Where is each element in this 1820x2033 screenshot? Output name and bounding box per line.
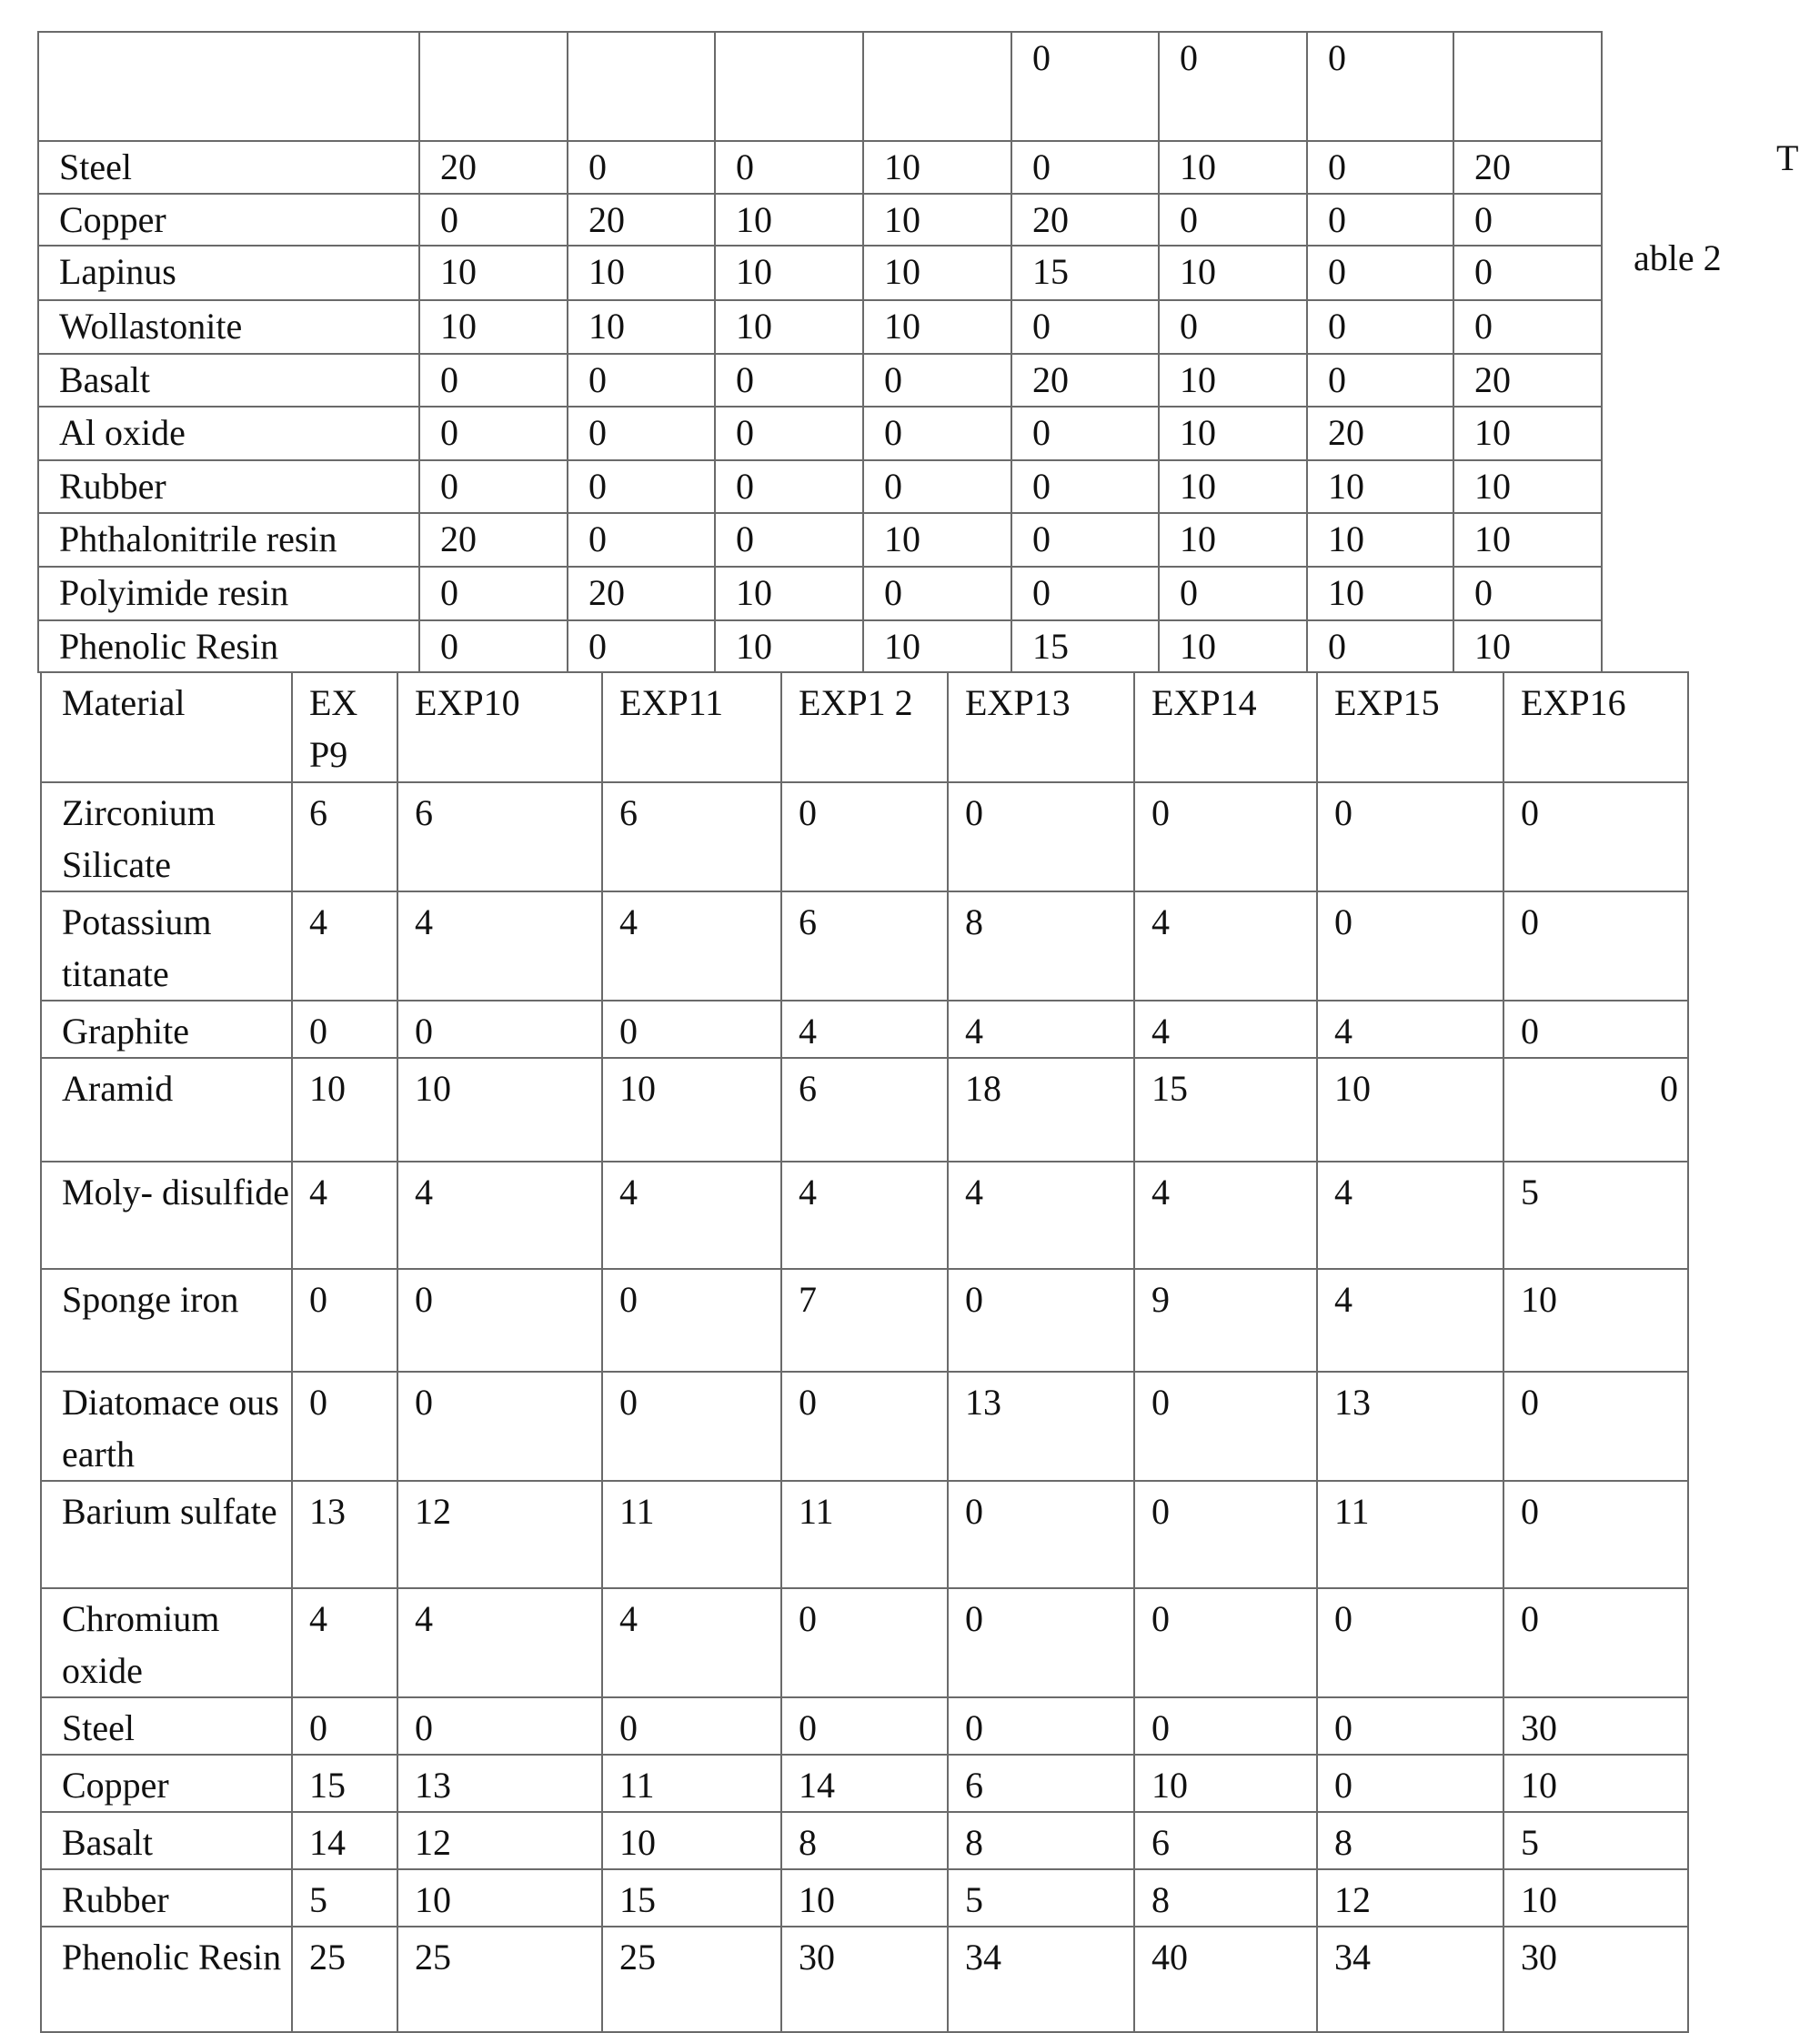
value-cell: 10 [715,300,863,354]
value-cell: 0 [1453,567,1602,620]
value-cell: 14 [781,1755,948,1812]
value-cell: 0 [602,1372,781,1481]
column-header-experiment: EX P9 [292,672,397,782]
lower-header-row [41,672,1688,782]
value-cell: 10 [568,246,715,300]
value-cell: 40 [1134,1927,1317,2032]
value-cell: 0 [397,1269,602,1372]
value-cell: 0 [568,513,715,567]
value-cell: 0 [715,513,863,567]
value-cell: 10 [1307,567,1453,620]
upper-header-cell: 0 [1011,32,1159,141]
material-name: Zirconium Silicate [41,782,292,891]
value-cell: 0 [1134,1481,1317,1588]
value-cell: 5 [292,1869,397,1927]
value-cell: 15 [1134,1058,1317,1162]
lower-composition-table [40,671,1689,2033]
value-cell: 10 [863,194,1011,246]
value-cell: 0 [1317,1588,1503,1697]
value-cell: 30 [1503,1697,1688,1755]
value-cell: 0 [292,1001,397,1058]
material-name: Phthalonitrile resin [38,513,419,567]
value-cell: 4 [602,1162,781,1269]
value-cell: 13 [948,1372,1134,1481]
value-cell: 0 [1503,891,1688,1001]
value-cell: 10 [715,620,863,672]
value-cell: 0 [1503,1481,1688,1588]
upper-header-cell [1453,32,1602,141]
value-cell: 10 [1159,354,1307,407]
value-cell: 10 [1159,460,1307,513]
value-cell: 0 [602,1269,781,1372]
table-row [38,460,1602,513]
value-cell: 0 [419,620,568,672]
value-cell: 0 [1307,620,1453,672]
table-row [41,1588,1688,1697]
value-cell: 10 [863,620,1011,672]
value-cell: 15 [1011,620,1159,672]
value-cell: 0 [1317,1697,1503,1755]
material-name: Phenolic Resin [41,1927,292,2032]
value-cell: 34 [1317,1927,1503,2032]
table-row [41,1372,1688,1481]
value-cell: 10 [292,1058,397,1162]
upper-header-cell [863,32,1011,141]
material-name: Rubber [38,460,419,513]
table-row [41,1481,1688,1588]
value-cell: 10 [715,194,863,246]
value-cell: 10 [1503,1755,1688,1812]
material-name: Aramid [41,1058,292,1162]
value-cell: 6 [948,1755,1134,1812]
value-cell: 15 [602,1869,781,1927]
value-cell: 0 [1503,782,1688,891]
value-cell: 0 [292,1269,397,1372]
value-cell: 20 [1011,194,1159,246]
value-cell: 15 [292,1755,397,1812]
value-cell: 0 [1011,567,1159,620]
value-cell: 4 [1134,1162,1317,1269]
value-cell: 0 [715,141,863,194]
value-cell: 20 [419,141,568,194]
value-cell: 4 [1134,1001,1317,1058]
material-name: Al oxide [38,407,419,460]
value-cell: 4 [292,891,397,1001]
value-cell: 34 [948,1927,1134,2032]
value-cell: 10 [1134,1755,1317,1812]
table-row [41,1869,1688,1927]
material-name: Diatomace ous earth [41,1372,292,1481]
value-cell: 6 [781,891,948,1001]
material-name: Basalt [41,1812,292,1869]
value-cell: 4 [397,891,602,1001]
material-name: Lapinus [38,246,419,300]
upper-header-cell [419,32,568,141]
material-name: Sponge iron [41,1269,292,1372]
value-cell: 0 [568,141,715,194]
material-name: Graphite [41,1001,292,1058]
value-cell: 0 [1011,513,1159,567]
value-cell: 0 [781,1588,948,1697]
table-row [38,141,1602,194]
value-cell: 0 [292,1697,397,1755]
column-header-experiment: EXP14 [1134,672,1317,782]
value-cell: 4 [948,1001,1134,1058]
value-cell: 0 [715,407,863,460]
value-cell: 0 [863,407,1011,460]
value-cell: 0 [568,354,715,407]
table-row [41,1162,1688,1269]
value-cell: 0 [1134,1372,1317,1481]
value-cell: 8 [948,891,1134,1001]
value-cell: 8 [781,1812,948,1869]
value-cell: 6 [1134,1812,1317,1869]
value-cell: 10 [1159,141,1307,194]
value-cell: 0 [602,1001,781,1058]
value-cell: 0 [1503,1058,1688,1162]
value-cell: 0 [863,354,1011,407]
material-name: Potassium titanate [41,891,292,1001]
value-cell: 0 [397,1697,602,1755]
value-cell: 0 [1159,194,1307,246]
material-name: Barium sulfate [41,1481,292,1588]
value-cell: 0 [419,194,568,246]
value-cell: 8 [1134,1869,1317,1927]
table-caption-able-2: able 2 [1634,237,1722,278]
value-cell: 0 [602,1697,781,1755]
value-cell: 6 [292,782,397,891]
column-header-experiment: EXP13 [948,672,1134,782]
upper-composition-table [37,31,1603,673]
material-name: Steel [41,1697,292,1755]
value-cell: 0 [948,1269,1134,1372]
value-cell: 0 [948,1697,1134,1755]
table-row [41,1927,1688,2032]
value-cell: 6 [602,782,781,891]
value-cell: 18 [948,1058,1134,1162]
value-cell: 10 [1159,407,1307,460]
value-cell: 0 [419,354,568,407]
value-cell: 4 [602,1588,781,1697]
value-cell: 0 [1011,460,1159,513]
material-name: Wollastonite [38,300,419,354]
column-header-experiment: EXP11 [602,672,781,782]
table-row [38,300,1602,354]
value-cell: 0 [568,620,715,672]
material-name: Rubber [41,1869,292,1927]
value-cell: 8 [1317,1812,1503,1869]
table-row [41,1812,1688,1869]
value-cell: 10 [1453,620,1602,672]
value-cell: 25 [602,1927,781,2032]
upper-header-name-cell [38,32,419,141]
value-cell: 0 [781,782,948,891]
value-cell: 20 [568,567,715,620]
value-cell: 10 [397,1058,602,1162]
value-cell: 10 [1317,1058,1503,1162]
value-cell: 0 [1011,300,1159,354]
value-cell: 0 [781,1372,948,1481]
value-cell: 0 [1503,1001,1688,1058]
value-cell: 10 [1307,513,1453,567]
table-row [38,620,1602,672]
value-cell: 4 [948,1162,1134,1269]
value-cell: 6 [397,782,602,891]
value-cell: 0 [1317,891,1503,1001]
value-cell: 10 [1503,1869,1688,1927]
value-cell: 0 [1453,194,1602,246]
value-cell: 0 [568,407,715,460]
value-cell: 0 [1317,782,1503,891]
value-cell: 5 [948,1869,1134,1927]
value-cell: 0 [1317,1755,1503,1812]
value-cell: 10 [1159,246,1307,300]
column-header-experiment: EXP15 [1317,672,1503,782]
value-cell: 4 [292,1162,397,1269]
value-cell: 0 [1453,246,1602,300]
table-row [38,513,1602,567]
value-cell: 20 [1011,354,1159,407]
value-cell: 0 [1011,407,1159,460]
value-cell: 13 [1317,1372,1503,1481]
value-cell: 10 [1453,513,1602,567]
material-name: Basalt [38,354,419,407]
value-cell: 30 [1503,1927,1688,2032]
table-caption-t: T [1776,137,1799,178]
value-cell: 20 [419,513,568,567]
value-cell: 0 [948,1588,1134,1697]
value-cell: 0 [948,782,1134,891]
column-header-experiment: EXP10 [397,672,602,782]
value-cell: 0 [715,354,863,407]
value-cell: 9 [1134,1269,1317,1372]
value-cell: 0 [1159,567,1307,620]
value-cell: 20 [1453,354,1602,407]
column-header-experiment: EXP16 [1503,672,1688,782]
upper-header-cell [568,32,715,141]
upper-header-cell: 0 [1159,32,1307,141]
material-name: Phenolic Resin [38,620,419,672]
material-name: Steel [38,141,419,194]
value-cell: 0 [1134,782,1317,891]
value-cell: 4 [602,891,781,1001]
value-cell: 0 [292,1372,397,1481]
table-row [38,567,1602,620]
table-row [38,354,1602,407]
column-header-experiment: EXP1 2 [781,672,948,782]
value-cell: 10 [1453,460,1602,513]
value-cell: 10 [863,513,1011,567]
value-cell: 4 [397,1588,602,1697]
column-header-material: Material [41,672,292,782]
value-cell: 10 [863,300,1011,354]
table-row [41,1697,1688,1755]
value-cell: 25 [292,1927,397,2032]
value-cell: 10 [1453,407,1602,460]
value-cell: 11 [602,1755,781,1812]
value-cell: 25 [397,1927,602,2032]
material-name: Copper [38,194,419,246]
table-row [38,246,1602,300]
value-cell: 0 [397,1372,602,1481]
upper-header-cell: 0 [1307,32,1453,141]
upper-header-cell [715,32,863,141]
value-cell: 0 [1134,1697,1317,1755]
value-cell: 12 [397,1812,602,1869]
value-cell: 15 [1011,246,1159,300]
value-cell: 0 [1307,354,1453,407]
value-cell: 5 [1503,1162,1688,1269]
value-cell: 0 [1503,1372,1688,1481]
value-cell: 4 [292,1588,397,1697]
value-cell: 13 [292,1481,397,1588]
value-cell: 0 [1503,1588,1688,1697]
value-cell: 10 [863,141,1011,194]
material-name: Moly- disulfide [41,1162,292,1269]
upper-header-row [38,32,1602,141]
value-cell: 10 [419,246,568,300]
value-cell: 0 [863,567,1011,620]
value-cell: 0 [715,460,863,513]
table-row [41,1058,1688,1162]
value-cell: 10 [715,246,863,300]
value-cell: 0 [419,567,568,620]
value-cell: 14 [292,1812,397,1869]
value-cell: 4 [1317,1269,1503,1372]
value-cell: 10 [602,1058,781,1162]
value-cell: 0 [863,460,1011,513]
table-row [41,1001,1688,1058]
table-row [41,891,1688,1001]
value-cell: 0 [1159,300,1307,354]
table-row [41,1755,1688,1812]
value-cell: 0 [419,460,568,513]
value-cell: 4 [397,1162,602,1269]
table-row [41,782,1688,891]
value-cell: 20 [1453,141,1602,194]
value-cell: 4 [781,1162,948,1269]
table-row [38,407,1602,460]
value-cell: 0 [568,460,715,513]
value-cell: 4 [1317,1001,1503,1058]
value-cell: 12 [397,1481,602,1588]
value-cell: 20 [1307,407,1453,460]
value-cell: 0 [1307,246,1453,300]
value-cell: 11 [602,1481,781,1588]
material-name: Copper [41,1755,292,1812]
value-cell: 11 [1317,1481,1503,1588]
material-name: Polyimide resin [38,567,419,620]
value-cell: 10 [1159,620,1307,672]
value-cell: 0 [419,407,568,460]
value-cell: 10 [1307,460,1453,513]
table-row [38,194,1602,246]
value-cell: 10 [568,300,715,354]
value-cell: 20 [568,194,715,246]
value-cell: 6 [781,1058,948,1162]
table-row [41,1269,1688,1372]
value-cell: 0 [948,1481,1134,1588]
value-cell: 0 [781,1697,948,1755]
value-cell: 7 [781,1269,948,1372]
value-cell: 10 [781,1869,948,1927]
value-cell: 10 [1159,513,1307,567]
material-name: Chromium oxide [41,1588,292,1697]
value-cell: 11 [781,1481,948,1588]
value-cell: 0 [397,1001,602,1058]
value-cell: 10 [863,246,1011,300]
value-cell: 10 [715,567,863,620]
value-cell: 0 [1453,300,1602,354]
value-cell: 4 [781,1001,948,1058]
value-cell: 4 [1134,891,1317,1001]
value-cell: 30 [781,1927,948,2032]
value-cell: 0 [1307,141,1453,194]
value-cell: 0 [1307,300,1453,354]
value-cell: 10 [1503,1269,1688,1372]
value-cell: 4 [1317,1162,1503,1269]
value-cell: 0 [1011,141,1159,194]
value-cell: 10 [419,300,568,354]
value-cell: 8 [948,1812,1134,1869]
value-cell: 10 [602,1812,781,1869]
value-cell: 10 [397,1869,602,1927]
value-cell: 5 [1503,1812,1688,1869]
value-cell: 0 [1307,194,1453,246]
value-cell: 13 [397,1755,602,1812]
value-cell: 0 [1134,1588,1317,1697]
value-cell: 12 [1317,1869,1503,1927]
